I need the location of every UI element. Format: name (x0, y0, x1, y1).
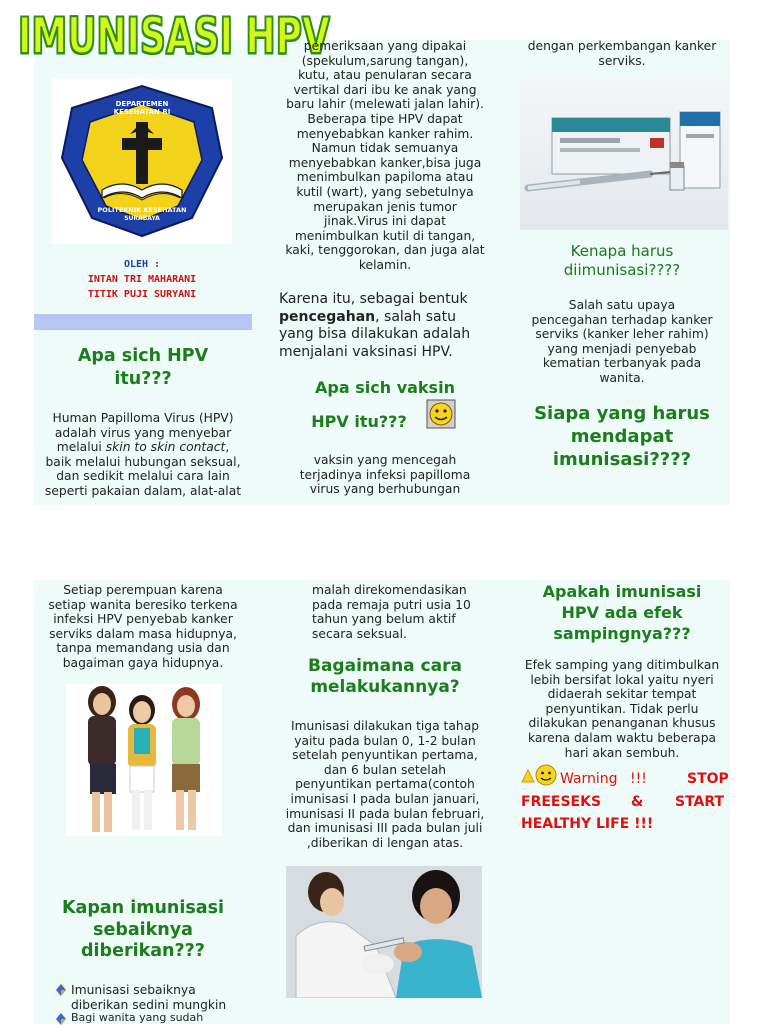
page-title: IMUNISASI HPV (18, 8, 330, 66)
hpv-definition-text: Human Papilloma Virus (HPV) adalah virus yang menyebar melalui skin to skin contact, baik melalui hubungan seksual, dan sedikit melalui cara lain seperti pakaian dalam, alat-alat (44, 411, 242, 498)
warning-line-2 (521, 794, 730, 812)
warning-word: Warning (560, 771, 618, 787)
heading-hpv-itu: HPV itu??? (311, 412, 407, 431)
recommendation-text: malah direkomendasikan pada remaja putri usia 10 tahun yang belum aktif secara seksual. (312, 583, 471, 641)
smiley-face-icon (426, 399, 456, 429)
logo-ring-top: DEPARTEMEN KESEHATAN RI (113, 100, 171, 116)
heading-kapan-imunisasi: Kapan imunisasi sebaiknya diberikan??? (61, 898, 225, 961)
reason-text: Salah satu upaya pencegahan terhadap kanker serviks (kanker leher rahim) yang menjadi penyebab kematian terbanyak pada wanita. (531, 298, 713, 385)
list-item: Bagi wanita yang sudah (56, 1012, 256, 1024)
diamond-bullet-icon (56, 984, 66, 1000)
who-should-text: Setiap perempuan karena setiap wanita beresiko terkena infeksi HPV penyebab kanker serviks dalam masa hidupnya, tanpa memandang usia dan bagaiman gaya hidupnya. (48, 583, 238, 670)
hpv-transmission-text: pemeriksaan yang dipakai (spekulum,sarung tangan), kutu, atau penularan secara vertikal dari ibu ke anak yang baru lahir (melewati jalan lahir). Beberapa tipe HPV dapat menyebabkan kanker rahim. Namun tidak semuanya menyebabkan kanker,bisa juga menimbulkan papiloma atau kutil (wart), yang sebetulnya merupakan jenis tumor jinak.Virus ini dapat menimbulkan kutil di tangan, kaki, tenggorokan, dan juga alat kelamin. (285, 39, 485, 272)
warning-line-3: HEALTHY LIFE !!! (521, 816, 654, 832)
heading-efek-samping: Apakah imunisasi HPV ada efek sampingnya??? (542, 582, 702, 643)
heading-apa-sich-vaksin: Apa sich vaksin (315, 378, 455, 397)
vaksin-definition-text: vaksin yang mencegah terjadinya infeksi papilloma virus yang berhubungan (299, 453, 471, 497)
prevention-text: Karena itu, sebagai bentuk pencegahan, salah satu yang bisa dilakukan adalah menjalani vaksinasi HPV. (279, 291, 471, 360)
logo (52, 78, 232, 244)
logo-ring-city: SURABAYA (124, 215, 160, 222)
heading-siapa-yang-harus: Siapa yang harus mendapat imunisasi???? (534, 403, 710, 470)
warning-line-1 (560, 771, 730, 789)
warning-start: START (675, 794, 725, 810)
credits-label: OLEH : (123, 259, 161, 270)
vaccine-photo (520, 78, 728, 230)
injection-photo (286, 866, 482, 998)
credits-author-1: INTAN TRI MAHARANI (87, 274, 197, 285)
side-effect-text: Efek samping yang ditimbulkan lebih bersifat lokal yaitu nyeri didaerah sekitar tempat penyuntikan. Tidak perlu dilakukan penanganan khusus karena dalam waktu beberapa hari akan sembuh. (524, 658, 720, 760)
divider-bar (34, 314, 252, 330)
logo-ring-bottom: POLITEKNIK KESEHATAN (97, 206, 187, 214)
heading-kenapa-harus: Kenapa harus diimunisasi???? (563, 242, 681, 279)
warning-stop: STOP (687, 771, 729, 787)
heading-bagaimana-cara: Bagaimana cara melakukannya? (308, 656, 462, 697)
credits-author-2: TITIK PUJI SURYANI (87, 289, 197, 300)
list-item: Imunisasi sebaiknya diberikan sedini mungkin (56, 983, 256, 1012)
diamond-bullet-icon (56, 1013, 66, 1028)
warning-smiley-icon (520, 764, 558, 788)
warning-ampersand: & (631, 794, 644, 810)
warning-exclaim: !!! (630, 771, 647, 787)
warning-freeseks: FREESEKS (521, 794, 602, 810)
heading-apa-sich-hpv: Apa sich HPV itu??? (77, 346, 209, 389)
cancer-continuation-text: dengan perkembangan kanker serviks. (527, 39, 717, 68)
timing-bullet-list (56, 983, 256, 1024)
girls-photo (66, 684, 222, 836)
schedule-text: Imunisasi dilakukan tiga tahap yaitu pada bulan 0, 1-2 bulan setelah penyuntikan pertama, dan 6 bulan setelah penyuntikan pertama(contoh imunisasi I pada bulan januari, imunisasi II pada bulan februari, dan imunisasi III pada bulan juli ,diberikan di lengan atas. (285, 719, 485, 850)
